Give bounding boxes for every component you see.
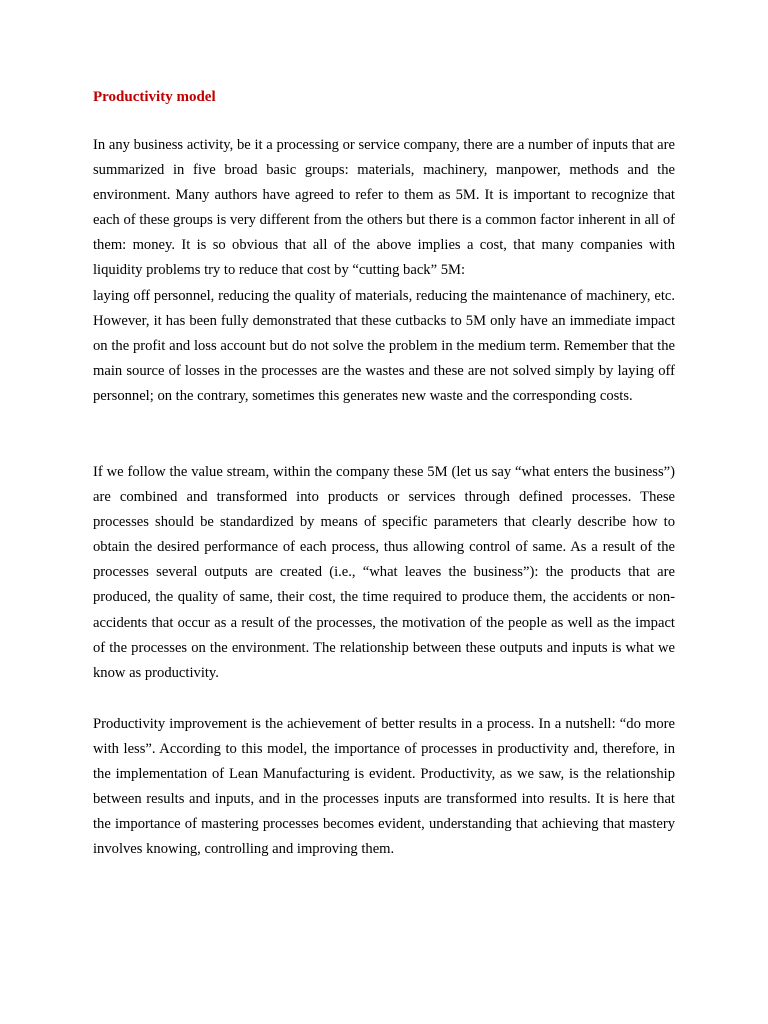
paragraph-inputs-5m-part-2: laying off personnel, reducing the quality of materials, reducing the maintenance of machinery, etc. However, it has been fully demonstrated that these cutbacks to 5M only have an immediate impact on the profit and loss account but do not solve the problem in the medium term. Remember that the main source of losses in the processes are the wastes and these are not solved simply by laying off personnel; on the contrary, sometimes this generates new waste and the corresponding costs. [93,287,675,404]
paragraph-inputs-5m-part-1: In any business activity, be it a processing or service company, there are a number of inputs that are summarized in five broad basic groups: materials, machinery, manpower, methods and the environment. Many authors have agreed to refer to them as 5M. It is important to recognize that each of these groups is very different from the others but there is a common factor inherent in all of them: money. It is so obvious that all of the above implies a cost, that many companies with liquidity problems try to reduce that cost by “cutting back” 5M: [93,137,675,279]
paragraph-inputs-5m [93,133,675,409]
paragraph-value-stream: If we follow the value stream, within the company these 5M (let us say “what enters the business”) are combined and transformed into products or services through defined processes. These processes should be standardized by means of specific parameters that clearly describe how to obtain the desired performance of each process, thus allowing control of same. As a result of the processes several outputs are created (i.e., “what leaves the business”): the products that are produced, the quality of same, their cost, the time required to produce them, the accidents or non-accidents that occur as a result of the processes, the motivation of the people as well as the impact of the processes on the environment. The relationship between these outputs and inputs is what we know as productivity. [93,464,675,681]
section-heading: Productivity model [93,89,216,105]
paragraph-productivity-improvement: Productivity improvement is the achievement of better results in a process. In a nutshell: “do more with less”. According to this model, the importance of processes in productivity and, therefore, in the implementation of Lean Manufacturing is evident. Productivity, as we saw, is the relationship between results and inputs, and in the processes inputs are transformed into results. It is here that the importance of mastering processes becomes evident, understanding that achieving that mastery involves knowing, controlling and improving them. [93,716,675,858]
